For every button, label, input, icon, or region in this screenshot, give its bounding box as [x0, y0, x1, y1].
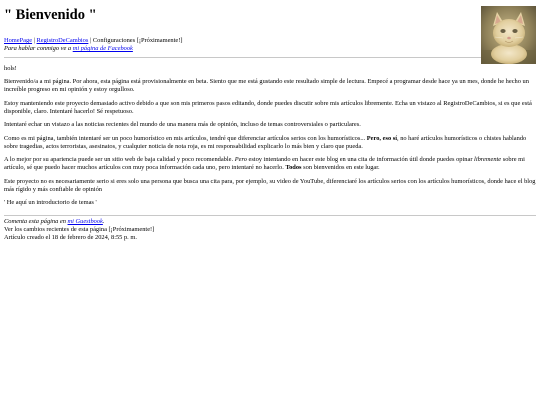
paragraph-quality [4, 156, 536, 172]
paragraph-project: Estoy manteniendo este proyecto demasiado activo debido a que son mis primeros pasos editando, donde puedes discutir sobre mis artículos libremente. Echa un vistazo al RegistroDeCambios, si es que está disponible, claro. Intentaré hacerlo! Sé respetuoso. [4, 99, 532, 115]
footer-divider [4, 215, 536, 216]
text-span: estoy intentando en hacer este blog en una cita de información útil donde puedes opinar [246, 156, 475, 164]
paragraph-topics-intro: ' He aquí un introductorio de temas ' [4, 199, 97, 207]
bold-text: Pero, eso sí [366, 134, 397, 142]
guestbook-link[interactable]: mi Guestbook [67, 218, 103, 226]
paragraph-seriousness: Este proyecto no es necesariamente serio si eres solo una persona que busca una cita para, por ejemplo, su video de YouTube, diferenciaré los artículos serios con los artículos humorísticos, donde hace el blog más rígido y más confiable de opinión [4, 177, 536, 193]
page-footer [4, 218, 536, 242]
paragraph-humor [4, 135, 536, 151]
comment-suffix: . [102, 218, 105, 226]
contact-prefix: Para hablar conmigo ve a [4, 44, 73, 52]
page-container [4, 8, 536, 242]
comment-line [4, 218, 536, 226]
contact-line [4, 45, 536, 53]
text-span: A lo mejor por su apariencia puede ser un sitio web de baja calidad y poco recomendable. [4, 156, 235, 164]
text-span: sobre mi artículo, sé que puedo hacer muchos artículos con muy poca información cada uno, pero intentaré no hacerlo. [4, 156, 525, 172]
bold-text: Todos [285, 164, 302, 172]
paragraph-greeting: hols! [4, 64, 17, 72]
paragraph-news: Intentaré echar un vistazo a las noticias recientes del mundo de una manera más de opinión, incluso de temas controversiales o particulares. [4, 121, 361, 129]
nav-separator: | [32, 36, 37, 44]
facebook-link[interactable]: mi página de Facebook [72, 44, 133, 52]
italic-text: libremente [474, 156, 502, 164]
article-body [4, 65, 536, 208]
text-span: , no haré artículos humorísticos o chistes hablando sobre tragedias, actos terroristas, asesinatos, y cualquier noticia de nota roja, es mi responsabilidad explicarlo lo más bien y claro que pueda. [4, 134, 527, 150]
text-span: Como es mi página, también intentaré ser un poco humorístico en mis artículos, tendré que diferenciar artículos serios con los humorísticos... [4, 134, 367, 142]
top-nav [4, 37, 536, 45]
nav-separator: | [88, 36, 93, 44]
header-divider [4, 57, 536, 58]
italic-text: Pero [234, 156, 247, 164]
kitten-photo [481, 6, 536, 64]
nav-link-changelog[interactable]: RegistroDeCambios [36, 36, 89, 44]
paragraph-welcome: Bienvenido/a a mi página. Por ahora, esta página está provisionalmente en beta. Siento que me está gustando este resultado simple de lectura. Empecé a programar desde hace ya un mes, donde he hecho un increíble progreso en mi opinión y estoy orgulloso. [4, 78, 529, 94]
recent-changes-line: Ver los cambios recientes de esta página [¡Próximamente!] [4, 226, 155, 234]
page-title: " Bienvenido " [4, 7, 97, 23]
comment-prefix: Comenta esta página en [4, 218, 68, 226]
created-date: Artículo creado el 18 de febrero de 2024, 8:55 p. m. [4, 234, 137, 242]
nav-link-homepage[interactable]: HomePage [4, 36, 33, 44]
nav-settings-label: Configuraciones [¡Próximamente!] [92, 36, 183, 44]
text-span: son bienvenidos en este lugar. [301, 164, 380, 172]
